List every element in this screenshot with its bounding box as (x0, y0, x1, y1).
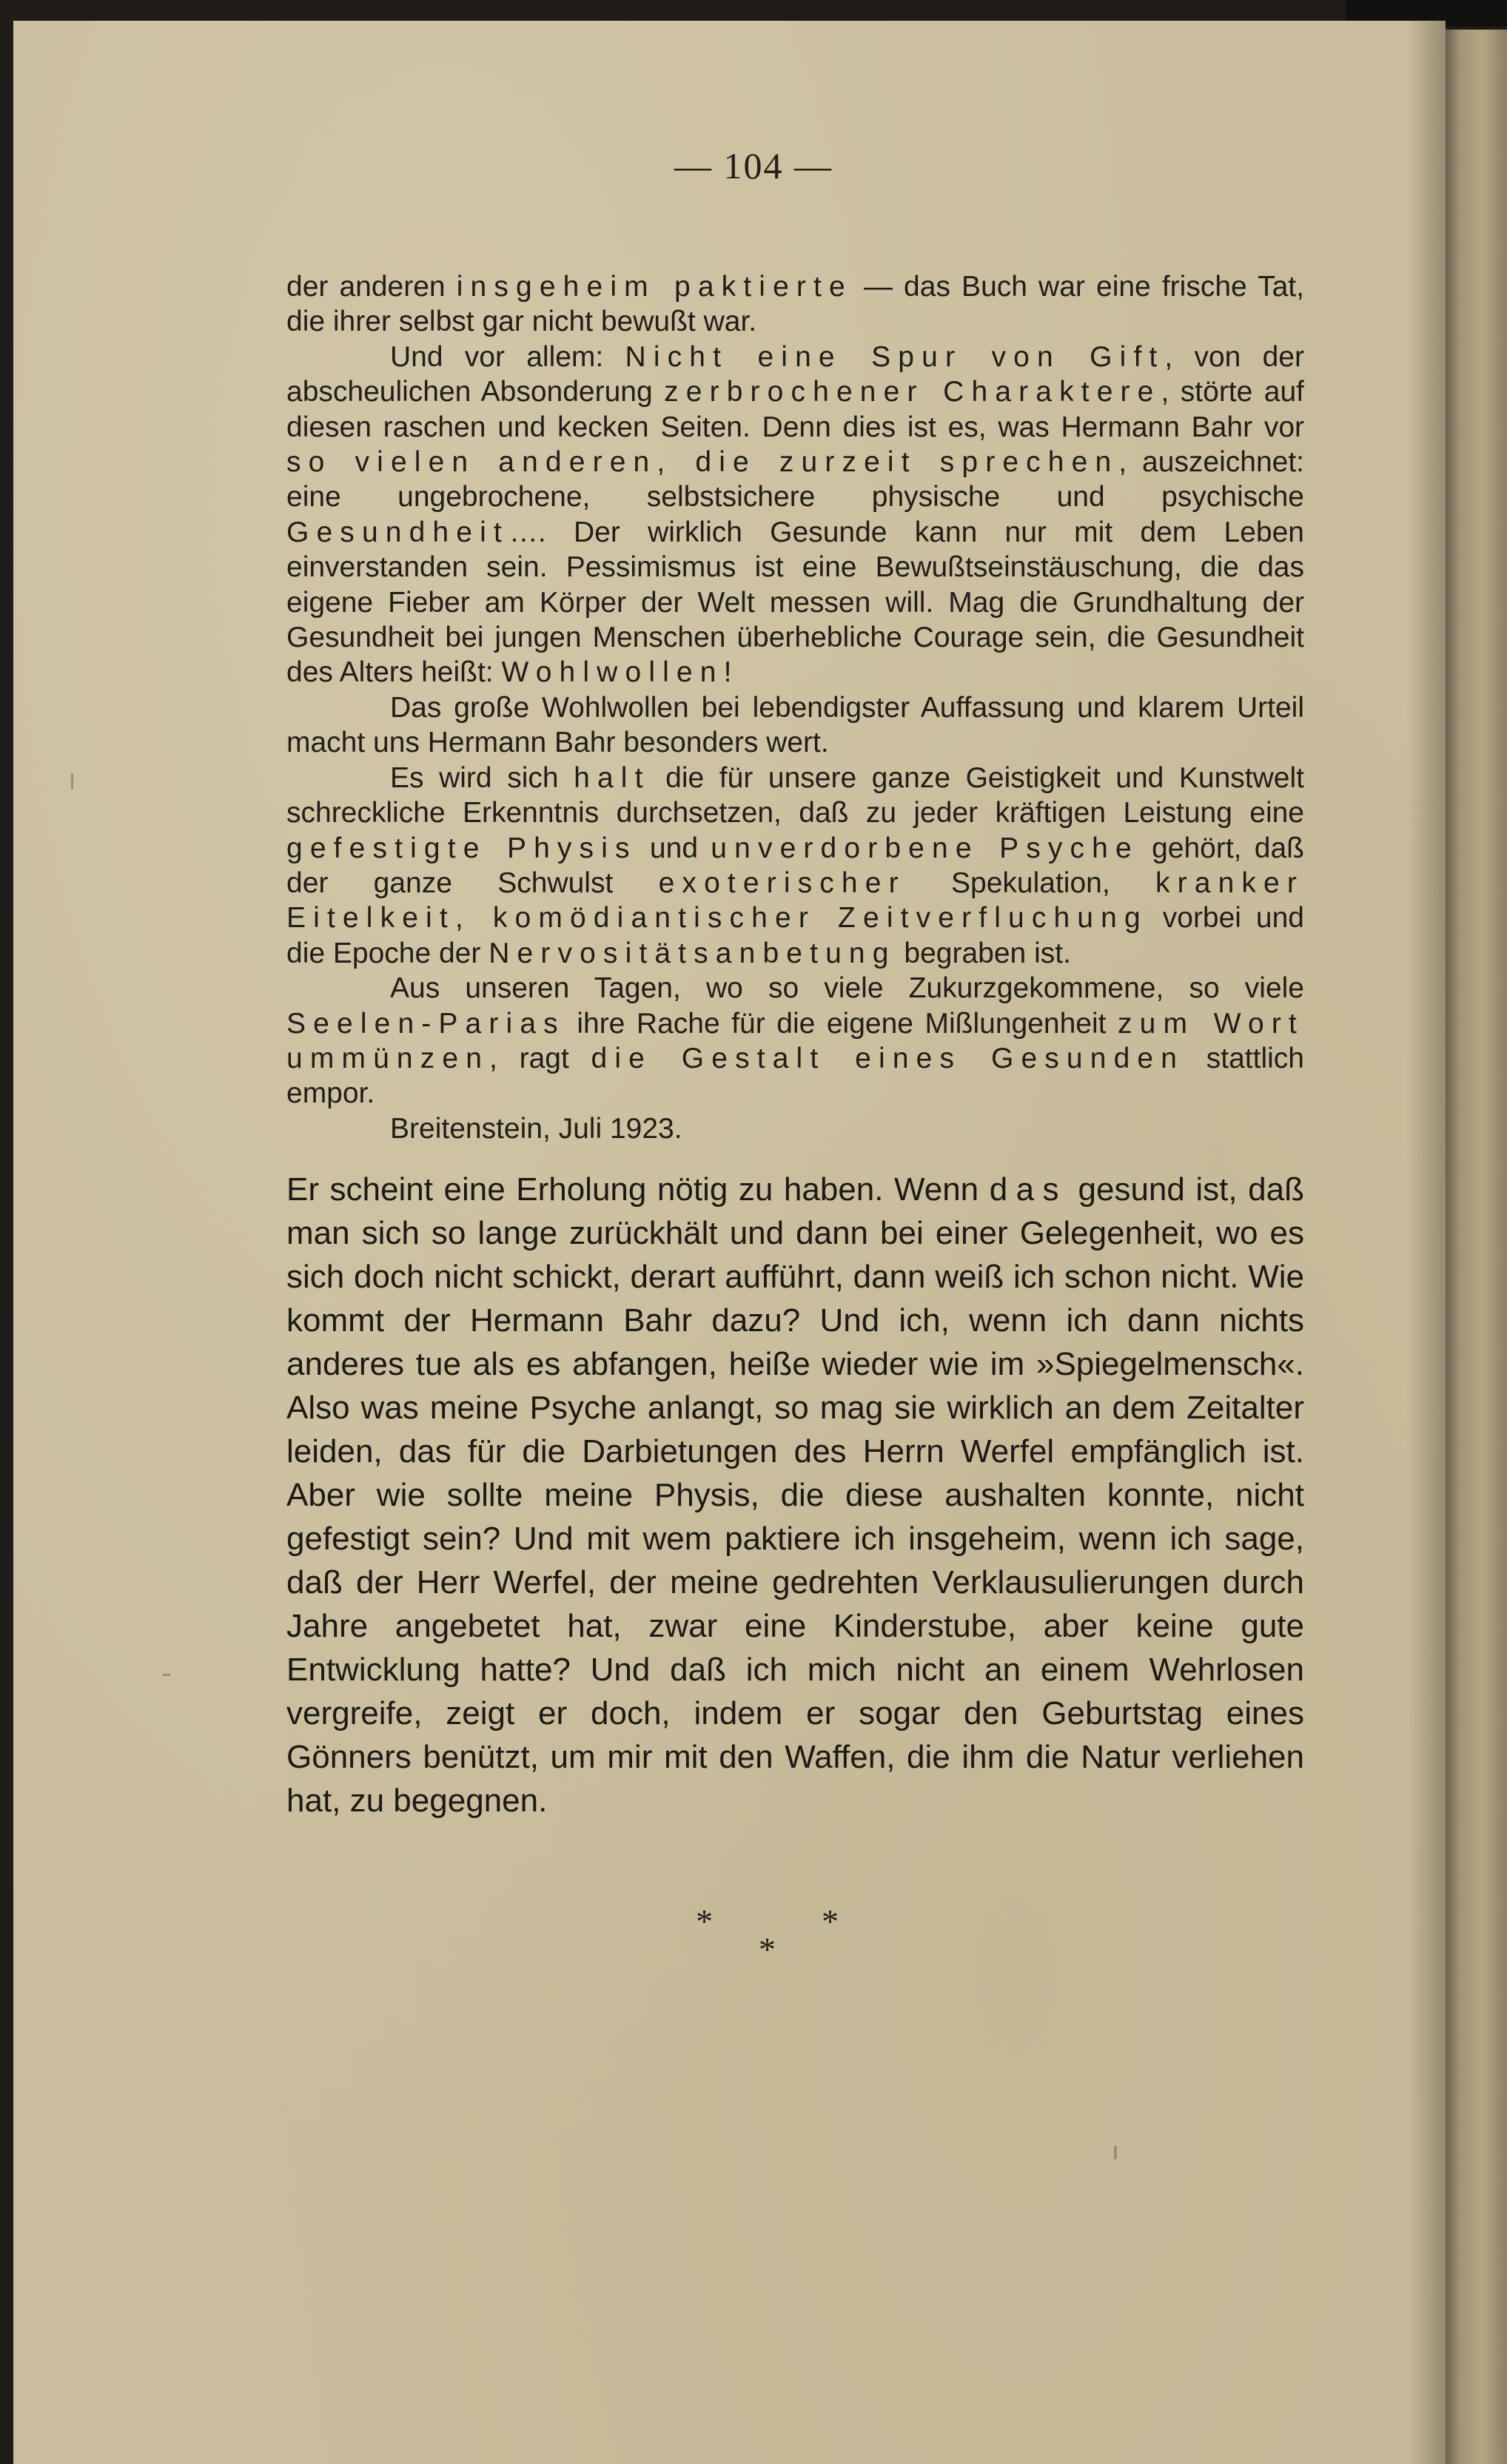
asterism-star: * (759, 1931, 776, 1968)
body-text: — das Buch war eine frische Tat, die ihrer selbst gar nicht bewußt war. (286, 271, 1304, 338)
quoted-essay (286, 269, 1304, 1146)
body-text: der anderen (286, 271, 457, 303)
spaced-emphasis-text: Nicht eine Spur von Gift (625, 340, 1165, 373)
spaced-emphasis-text: unverdorbene Psyche (711, 832, 1139, 864)
body-text: ! (723, 656, 732, 689)
asterism-star: * (696, 1902, 713, 1940)
adjacent-page-edge (1446, 30, 1507, 2464)
spaced-emphasis-text: Gesundheit (286, 516, 509, 548)
body-text: , störte auf diesen raschen und kecken Seiten. Denn dies ist es, was Hermann Bahr vor (286, 376, 1305, 443)
essay-paragraph (286, 690, 1304, 761)
gutter-shadow (1406, 21, 1446, 2464)
spaced-emphasis-text: kranker Eitelkeit, komödiantischer Zeitverfluchung (286, 866, 1304, 935)
spaced-emphasis-text: insgeheim paktierte (456, 271, 853, 303)
spaced-emphasis-text: die Gestalt eines Gesunden (591, 1042, 1185, 1074)
spaced-emphasis-text: Seelen-Parias (286, 1007, 565, 1040)
essay-paragraph (286, 971, 1304, 1111)
body-text: Es wird sich (390, 761, 574, 794)
body-text: vorbei und die Epoche der (286, 902, 1304, 969)
body-text: Das große Wohlwollen bei lebendigster Auffassung und klarem Urteil macht uns Hermann Bahr besonders wert. (286, 691, 1304, 759)
spaced-emphasis-text: exoterischer (658, 866, 906, 899)
body-text: , auszeichnet: eine ungebrochene, selbstsichere physische und psychische (286, 446, 1304, 514)
page-number: — 104 — (674, 145, 833, 186)
body-text: stattlich empor. (286, 1042, 1304, 1110)
spaced-emphasis-text: das (989, 1171, 1067, 1208)
spaced-emphasis-text: zum Wort ummünzen (286, 1007, 1304, 1074)
essay-paragraph (286, 269, 1304, 340)
asterism-star: * (822, 1902, 839, 1940)
page-speck (163, 1674, 170, 1676)
body-text: Er scheint eine Erholung nötig zu haben. Wenn (286, 1171, 990, 1208)
body-text: …. Der wirklich Gesunde kann nur mit dem Leben einverstanden sein. Pessimismus ist eine Bewußtseinstäuschung, die das eigene Fieber am Körper der Welt messen will. Mag die Grundhaltung der Gesundheit bei jungen Menschen überhebliche Courage sein, die Gesundheit des Alters heißt: (286, 516, 1304, 689)
body-text: und (637, 832, 711, 864)
essay-paragraph (286, 340, 1304, 690)
body-text: die für unsere ganze Geistigkeit und Kunstwelt schreckliche Erkenntnis durchsetzen, daß zu jeder kräftigen Leistung eine (286, 761, 1304, 829)
body-text: ihre Rache für die eigene Mißlungenheit (565, 1007, 1118, 1040)
body-text: Aus unseren Tagen, wo so viele Zukurzgekommene, so viele (390, 972, 1304, 1005)
body-text: , von der abscheulichen Absonderung (286, 340, 1304, 408)
spaced-emphasis-text: Wohlwollen (501, 656, 724, 689)
essay-paragraph (286, 761, 1304, 971)
body-text: Spekulation, (905, 866, 1155, 899)
spaced-emphasis-text: Nervositätsanbetung (489, 937, 896, 969)
essay-place-date: Breitenstein, Juli 1923. (390, 1112, 682, 1145)
page-speck (1114, 2146, 1117, 2159)
reply-paragraph (286, 1168, 1304, 1822)
asterism-divider (696, 1902, 866, 1983)
spaced-emphasis-text: zerbrochener Charaktere (664, 376, 1161, 408)
body-text: gehört, daß der ganze Schwulst (286, 832, 1304, 899)
body-text: begraben ist. (896, 937, 1071, 969)
author-reply (286, 1168, 1304, 1822)
spaced-emphasis-text: halt (574, 761, 651, 794)
spaced-emphasis-text: so vielen anderen, die zurzeit sprechen (286, 446, 1119, 479)
spaced-emphasis-text: gefestigte Physis (286, 832, 637, 864)
body-text: Und vor allem: (390, 340, 625, 373)
body-text: gesund ist, daß man sich so lange zurückhält und dann bei einer Gelegenheit, wo es sich doch nicht schickt, derart aufführt, dann weiß ich schon nicht. Wie kommt der Hermann Bahr dazu? Und ich, wenn ich dann nichts anderes tue als es abfangen, heiße wieder wie im »Spiegelmensch«. Also was meine Psyche anlangt, so mag sie wirklich an dem Zeitalter leiden, das für die Darbietungen des Herrn Werfel empfänglich ist. Aber wie sollte meine Physis, die diese aushalten konnte, nicht gefestigt sein? Und mit wem paktiere ich insgeheim, wenn ich sage, daß der Herr Werfel, der meine gedrehten Verklausulierungen durch Jahre angebetet hat, zwar eine Kinderstube, aber keine gute Entwicklung hatte? Und daß ich mich nicht an einem Wehrlosen vergreife, zeigt er doch, indem er sogar den Geburtstag eines Gönners benützt, um mir mit den Waffen, die ihm die Natur verliehen hat, zu begegnen. (286, 1171, 1304, 1819)
body-text: , ragt (489, 1042, 591, 1074)
page-speck (71, 773, 73, 790)
